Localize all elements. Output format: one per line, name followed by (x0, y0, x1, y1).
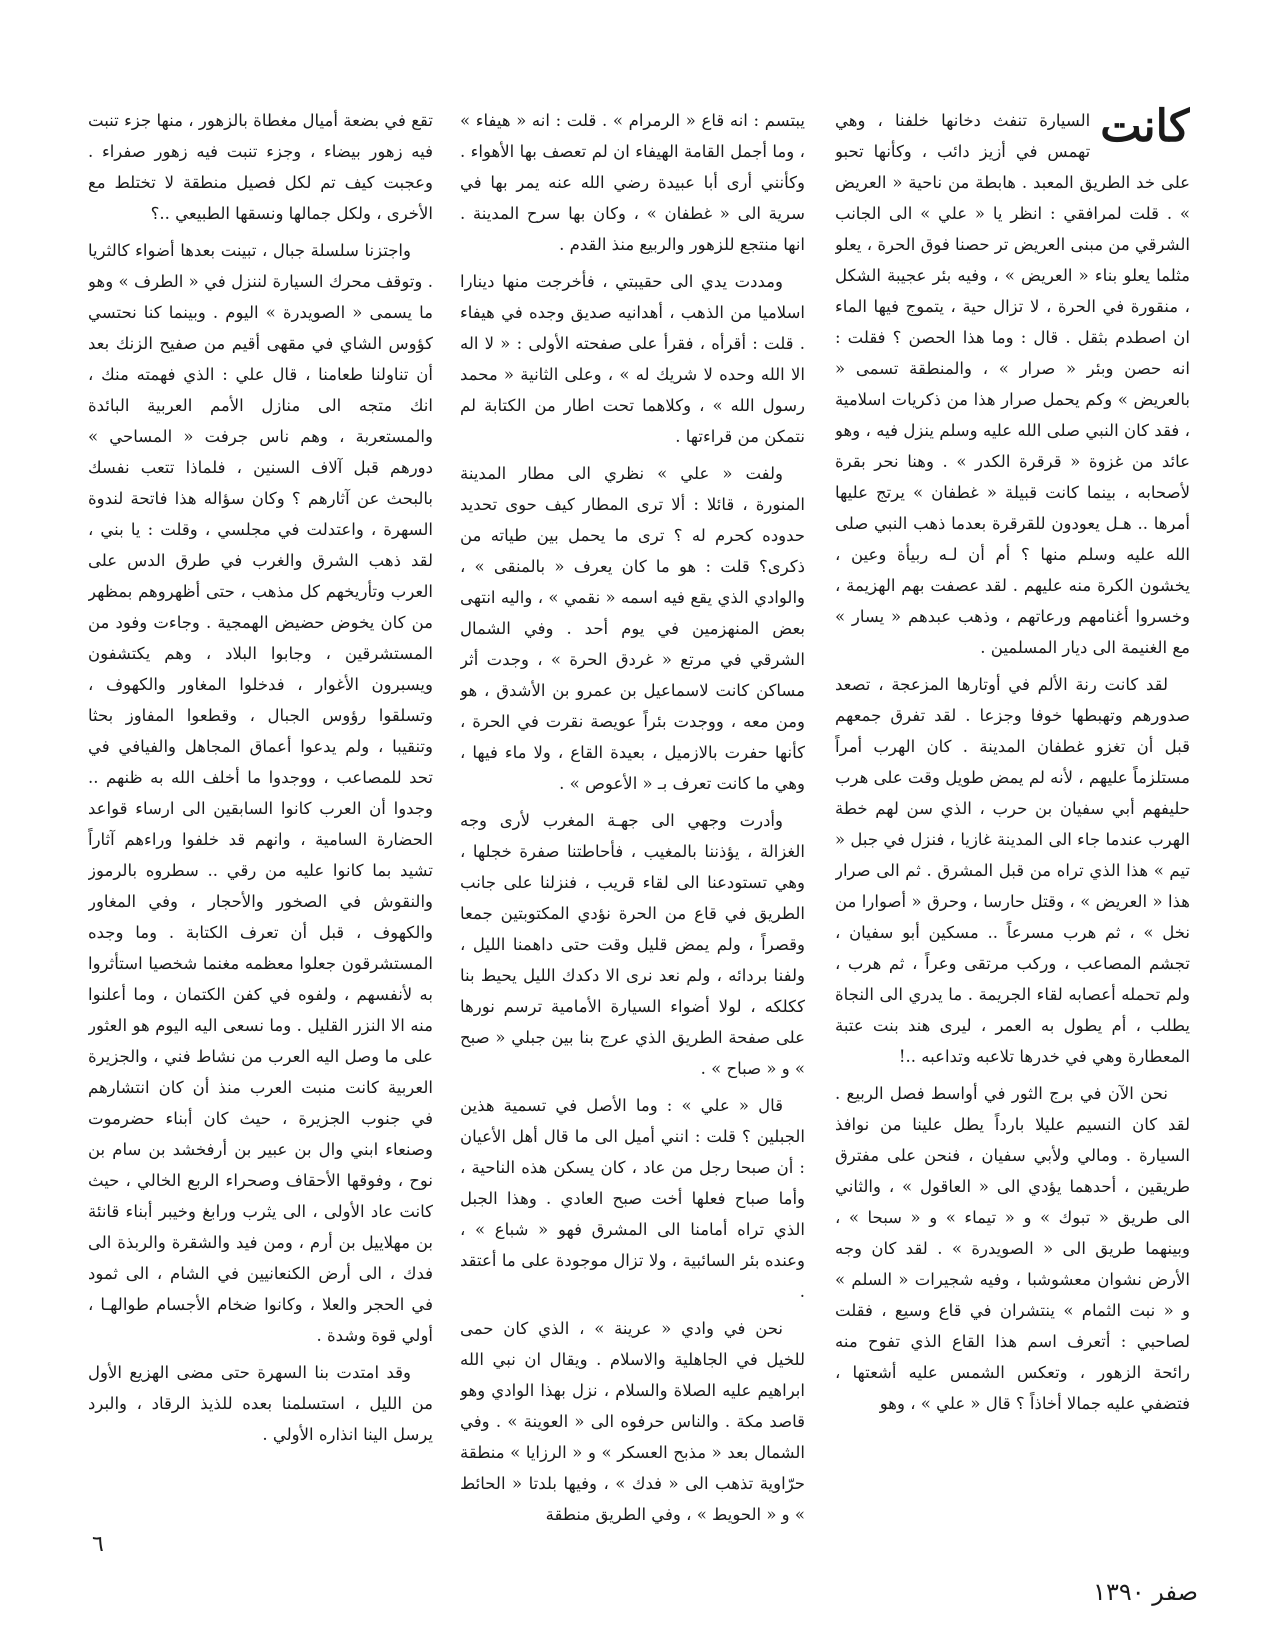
paragraph: نحن في وادي « عرينة » ، الذي كان حمى للخيل في الجاهلية والاسلام . ويقال ان نبي الله ابراهيم عليه الصلاة والسلام ، نزل بهذا الوادي وهو قاصد مكة . والناس حرفوه الى « العوينة » . وفي الشمال بعد « مذبح العسكر » و « الرزايا » منطقة حرّاوية تذهب الى « فدك » ، وفيها بلدتا « الحائط » و « الحويط » ، وفي الطريق منطقة (460, 1319, 805, 1524)
paragraph: تقع في بضعة أميال مغطاة بالزهور ، منها جزء تنبت فيه زهور بيضاء ، وجزء تنبت فيه زهور صفراء . وعجبت كيف تم لكل فصيل منطقة لا تختلط مع الأخرى ، ولكل جمالها ونسقها الطبيعي ..؟ (88, 111, 433, 223)
text-column-right (835, 105, 1190, 1535)
paragraph: يبتسم : انه قاع « الرمرام » . قلت : انه « هيفاء » ، وما أجمل القامة الهيفاء ان لم تعصف بها الأهواء . وكأنني أرى أبا عبيدة رضي الله عنه يمر بها في سرية الى « غطفان » ، وكان بها سرح المدينة . انها منتجع للزهور والربيع منذ القدم . (460, 111, 805, 254)
text-column-left (88, 105, 433, 1535)
text-column-middle (460, 105, 805, 1535)
paragraph: وقد امتدت بنا السهرة حتى مضى الهزيع الأول من الليل ، استسلمنا بعده للذيذ الرقاد ، والبرد يرسل الينا انذاره الأولي . (88, 1363, 433, 1444)
paragraph: كانت السيارة تنفث دخانها خلفنا ، وهي تهمس في أزيز دائب ، وكأنها تحبو على خد الطريق المعبد . هابطة من ناحية « العريض » . قلت لمرافقي : انظر يا « علي » الى الجانب الشرقي من مبنى العريض تر حصنا فوق الحرة ، يعلو مثلما يعلو بناء « العريض » ، وفيه بئر عجيبة الشكل ، منقورة في الحرة ، لا تزال حية ، يتموج فيها الماء ان اصطدم بثقل . قال : وما هذا الحصن ؟ فقلت : انه حصن وبئر « صرار » ، والمنطقة تسمى « بالعريض » وكم يحمل صرار هذا من ذكريات اسلامية ، فقد كان النبي صلى الله عليه وسلم ينزل فيه ، وهو عائد من غزوة « قرقرة الكدر » . وهنا نحر بقرة لأصحابه ، بينما كانت قبيلة « غطفان » يرتج عليها أمرها .. هـل يعودون للقرقرة بعدما ذهب النبي صلى الله عليه وسلم منها ؟ أم أن لـه ربيأة وعين ، يخشون الكرة منه عليهم . لقد عصفت بهم الهزيمة ، وخسروا أغنامهم ورعاتهم ، وذهب عبدهم « يسار » مع الغنيمة الى ديار المسلمين . (835, 105, 1190, 663)
page-number: ٦ (92, 1532, 104, 1557)
paragraph: وأدرت وجهي الى جهـة المغرب لأرى وجه الغزالة ، يؤذننا بالمغيب ، فأحاطتنا صفرة خجلها ، وهي تستودعنا الى لقاء قريب ، فنزلنا على جانب الطريق في قاع من الحرة نؤدي المكتوبتين جمعا وقصراً ، ولم يمض قليل وقت حتى داهمنا الليل ، ولفنا بردائه ، ولم نعد نرى الا دكدك الليل يحيط بنا ككلكه ، لولا أضواء السيارة الأمامية ترسم نورها على صفحة الطريق الذي عرج بنا بين جبلي « صبح » و « صباح » . (460, 811, 805, 1078)
paragraph: قال « علي » : وما الأصل في تسمية هذين الجبلين ؟ قلت : انني أميل الى ما قال أهل الأعيان : أن صبحا رجل من عاد ، كان يسكن هذه الناحية ، وأما صباح فعلها أخت صبح العادي . وهذا الجبل الذي تراه أمامنا الى المشرق فهو « شباع » ، وعنده بئر السائبية ، ولا تزال موجودة على ما أعتقد . (460, 1096, 805, 1301)
paragraph: ولفت « علي » نظري الى مطار المدينة المنورة ، قائلا : ألا ترى المطار كيف حوى تحديد حدوده كحرم له ؟ ترى ما يحمل بين طياته من ذكرى؟ قلت : هو ما كان يعرف « بالمنقى » ، والوادي الذي يقع فيه اسمه « نقمي » ، واليه انتهى بعض المنهزمين في يوم أحد . وفي الشمال الشرقي في مرتع « غردق الحرة » ، وجدت أثر مساكن كانت لاسماعيل بن عمرو بن الأشدق ، هو ومن معه ، ووجدت بئراً عويصة نقرت في الحرة ، كأنها حفرت بالازميل ، بعيدة القاع ، ولا ماء فيها ، وهي ما كانت تعرف بـ « الأعوص » . (460, 464, 805, 793)
lead-word: كانت (1100, 105, 1190, 152)
paragraph: لقد كانت رنة الألم في أوتارها المزعجة ، تصعد صدورهم وتهبطها خوفا وجزعا . لقد تفرق جمعهم قبل أن تغزو غطفان المدينة . كان الهرب أمراً مستلزماً عليهم ، لأنه لم يمض طويل وقت على هرب حليفهم أبي سفيان بن حرب ، الذي سن لهم خطة الهرب عندما جاء الى المدينة غازيا ، فنزل في جبل « تيم » هذا الذي تراه من قبل المشرق . ثم الى صرار هذا « العريض » ، وقتل حارسا ، وحرق « أصوارا من نخل » ، ثم هرب مسرعاً .. مسكين أبو سفيان ، تجشم المصاعب ، وركب مرتقى وعراً ، ثم هرب ، ولم تحمله أعصابه لقاء الجريمة . ما يدري الى النجاة يطلب ، أم يطول به العمر ، ليرى هند بنت عتبة المعطارة وهي في خدرها تلاعبه وتداعبه ..! (835, 675, 1190, 1066)
paragraph: نحن الآن في برج الثور في أواسط فصل الربيع . لقد كان النسيم عليلا بارداً يطل علينا من نوافذ السيارة . ومالي ولأبي سفيان ، فنحن على مفترق طريقين ، أحدهما يؤدي الى « العاقول » ، والثاني الى طريق « تبوك » و « تيماء » و « سبحا » ، وبينهما طريق الى « الصويدرة » . لقد كان وجه الأرض نشوان معشوشبا ، وفيه شجيرات « السلم » و « نبت الثمام » ينتشران في قاع وسيع ، فقلت لصاحبي : أتعرف اسم هذا القاع الذي تفوح منه رائحة الزهور ، وتعكس الشمس عليه أشعتها ، فتضفي عليه جمالا أخاذاً ؟ قال « علي » ، وهو (835, 1084, 1190, 1413)
issue-date-label: صفر ١٣٩٠ (1093, 1578, 1198, 1606)
paragraph: واجتزنا سلسلة جبال ، تبينت بعدها أضواء كالثريا . وتوقف محرك السيارة لننزل في « الطرف » وهو ما يسمى « الصويدرة » اليوم . وبينما كنا نحتسي كؤوس الشاي في مقهى أقيم من صفيح الزنك بعد أن تناولنا طعامنا ، قال علي : الذي فهمته منك ، انك متجه الى منازل الأمم العربية البائدة والمستعربة ، وهم ناس جرفت « المساحي » دورهم قبل آلاف السنين ، فلماذا تتعب نفسك بالبحث عن آثارهم ؟ وكان سؤاله هذا فاتحة لندوة السهرة ، واعتدلت في مجلسي ، وقلت : يا بني ، لقد ذهب الشرق والغرب في طرق الدس على العرب وتأريخهم كل مذهب ، حتى أظهروهم بمظهر من كان يخوض حضيض الهمجية . وجاءت وفود من المستشرقين ، وجابوا البلاد ، وهم يكتشفون ويسبرون الأغوار ، فدخلوا المغاور والكهوف ، وتسلقوا رؤوس الجبال ، وقطعوا المفاوز بحثا وتنقيبا ، ولم يدعوا أعماق المجاهل والفيافي في تحد للمصاعب ، ووجدوا ما أخلف الله به ظنهم .. وجدوا أن العرب كانوا السابقين الى ارساء قواعد الحضارة السامية ، وانهم قد خلفوا وراءهم آثاراً تشيد بما كانوا عليه من رقي .. سطروه بالرموز والنقوش في الصخور والأحجار ، وفي المغاور والكهوف ، قبل أن تعرف الكتابة . وما وجده المستشرقون جعلوا معظمه مغنما شخصيا استأثروا به لأنفسهم ، ولفوه في كفن الكتمان ، وما أعلنوا منه الا النزر القليل . وما نسعى اليه اليوم هو العثور على ما وصل اليه العرب من نشاط فني ، والجزيرة العربية كانت منبت العرب منذ أن كان انتشارهم في جنوب الجزيرة ، حيث كان أبناء حضرموت وصنعاء ابني وال بن عبير بن أرفخشد بن سام بن نوح ، وفوقها الأحقاف وصحراء الربع الخالي ، حيث كانت عاد الأولى ، الى يثرب ورابغ وخيبر أبناء قانئة بن مهلاييل بن أرم ، ومن فيد والشقرة والربذة الى فدك ، الى أرض الكنعانيين في الشام ، الى ثمود في الحجر والعلا ، وكانوا ضخام الأجسام طوالهـا ، أولي قوة وشدة . (88, 241, 433, 1345)
paragraph: ومددت يدي الى حقيبتي ، فأخرجت منها دينارا اسلاميا من الذهب ، أهدانيه صديق وجده في هيفاء . قلت : أقرأه ، فقرأ على صفحته الأولى : « لا اله الا الله وحده لا شريك له » ، وعلى الثانية « محمد رسول الله » ، وكلاهما تحت اطار من الكتابة لم نتمكن من قراءتها . (460, 272, 805, 446)
